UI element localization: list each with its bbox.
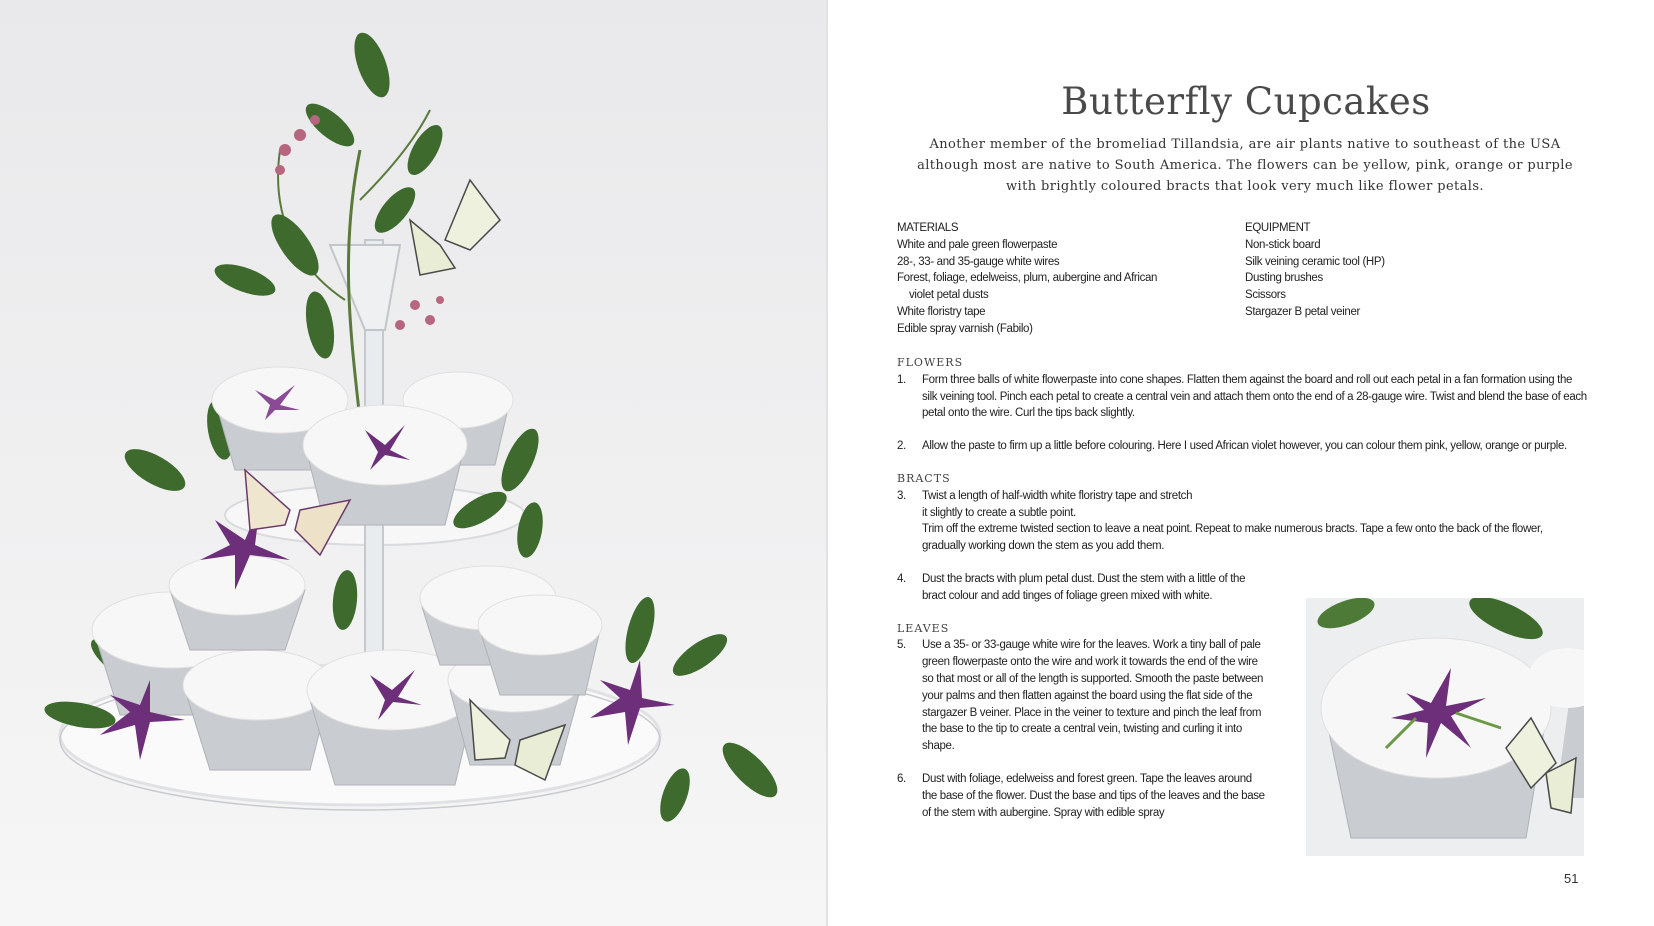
step-text: Dust with foliage, edelweiss and forest green. Tape the leaves around the base of the flower. Dust the base and tips of the leaves and the base of the stem with aubergine. Spray with edible spray [922, 772, 1265, 819]
equipment-item: Silk veining ceramic tool (HP) [1245, 255, 1385, 268]
section-heading-bracts: BRACTS [897, 471, 951, 485]
cupcake-closeup-photo [1306, 598, 1584, 856]
materials-item: Edible spray varnish (Fabilo) [897, 322, 1033, 335]
step-5 [897, 637, 1267, 755]
recipe-title: Butterfly Cupcakes [1061, 80, 1431, 123]
step-1 [897, 372, 1587, 422]
materials-item: Forest, foliage, edelweiss, plum, aubergine and African [897, 272, 1158, 285]
materials-item: White and pale green flowerpaste [897, 238, 1058, 251]
step-6 [897, 771, 1267, 821]
equipment-item: Stargazer B petal veiner [1245, 305, 1360, 318]
step-text: Dust the bracts with plum petal dust. Dust the stem with a little of the bract colour and add tinges of foliage green mixed with white. [922, 572, 1246, 602]
page-gutter [826, 0, 828, 926]
equipment-item: Scissors [1245, 289, 1286, 302]
step-text: Trim off the extreme twisted section to leave a neat point. Repeat to make numerous bracts. Tape a few onto the back of the flower, gradually working down the stem as you add them. [922, 523, 1543, 553]
cupcake-closeup-illustration [1306, 598, 1584, 856]
recipe-intro: Another member of the bromeliad Tillandsia, are air plants native to southeast of the USA although most are native to South America. The flowers can be yellow, pink, orange or purple with brightly coloured bracts that look very much like flower petals. [917, 137, 1573, 194]
step-4 [897, 571, 1267, 605]
step-text: Form three balls of white flowerpaste into cone shapes. Flatten them against the board and roll out each petal in a fan formation using the silk veining tool. Pinch each petal to create a central vein and attach them onto the end of a 28-gauge wire. Twist and blend the base of each petal onto the wire. Curl the tips back slightly. [922, 373, 1587, 420]
step-number: 2. [897, 440, 906, 453]
materials-item: 28-, 33- and 35-gauge white wires [897, 255, 1060, 268]
equipment-list [1245, 220, 1505, 321]
step-2 [897, 438, 1587, 455]
step-number: 1. [897, 373, 906, 386]
section-heading-leaves: LEAVES [897, 621, 950, 635]
cupcake-tower-photo [0, 0, 826, 926]
step-number: 4. [897, 572, 906, 585]
section-heading-flowers: FLOWERS [897, 356, 964, 369]
step-3 [897, 488, 1587, 555]
step-text: Allow the paste to firm up a little before colouring. Here I used African violet however, you can colour them pink, yellow, orange or purple. [922, 440, 1567, 453]
cupcake-tower-illustration [0, 0, 826, 926]
materials-item: White floristry tape [897, 305, 986, 318]
step-number: 6. [897, 772, 906, 785]
equipment-item: Dusting brushes [1245, 272, 1323, 285]
step-number: 5. [897, 639, 906, 652]
materials-heading: MATERIALS [897, 222, 959, 234]
page-number: 51 [1564, 871, 1579, 886]
equipment-item: Non-stick board [1245, 238, 1321, 251]
materials-item: violet petal dusts [909, 289, 989, 302]
step-text: Use a 35- or 33-gauge white wire for the leaves. Work a tiny ball of pale green flowerpaste onto the wire and work it towards the end of the wire so that most or all of the length is supported. Smooth the paste between your palms and then flatten against the board using the flat side of the stargazer B veiner. Place in the veiner to texture and pinch the leaf from the base to the tip to create a central vein, twisting and curling it into shape. [922, 639, 1264, 753]
step-text: it slightly to create a subtle point. [922, 506, 1076, 519]
materials-list [897, 220, 1227, 338]
step-number: 3. [897, 489, 906, 502]
equipment-heading: EQUIPMENT [1245, 222, 1311, 234]
step-text: Twist a length of half-width white floristry tape and stretch [922, 489, 1193, 502]
